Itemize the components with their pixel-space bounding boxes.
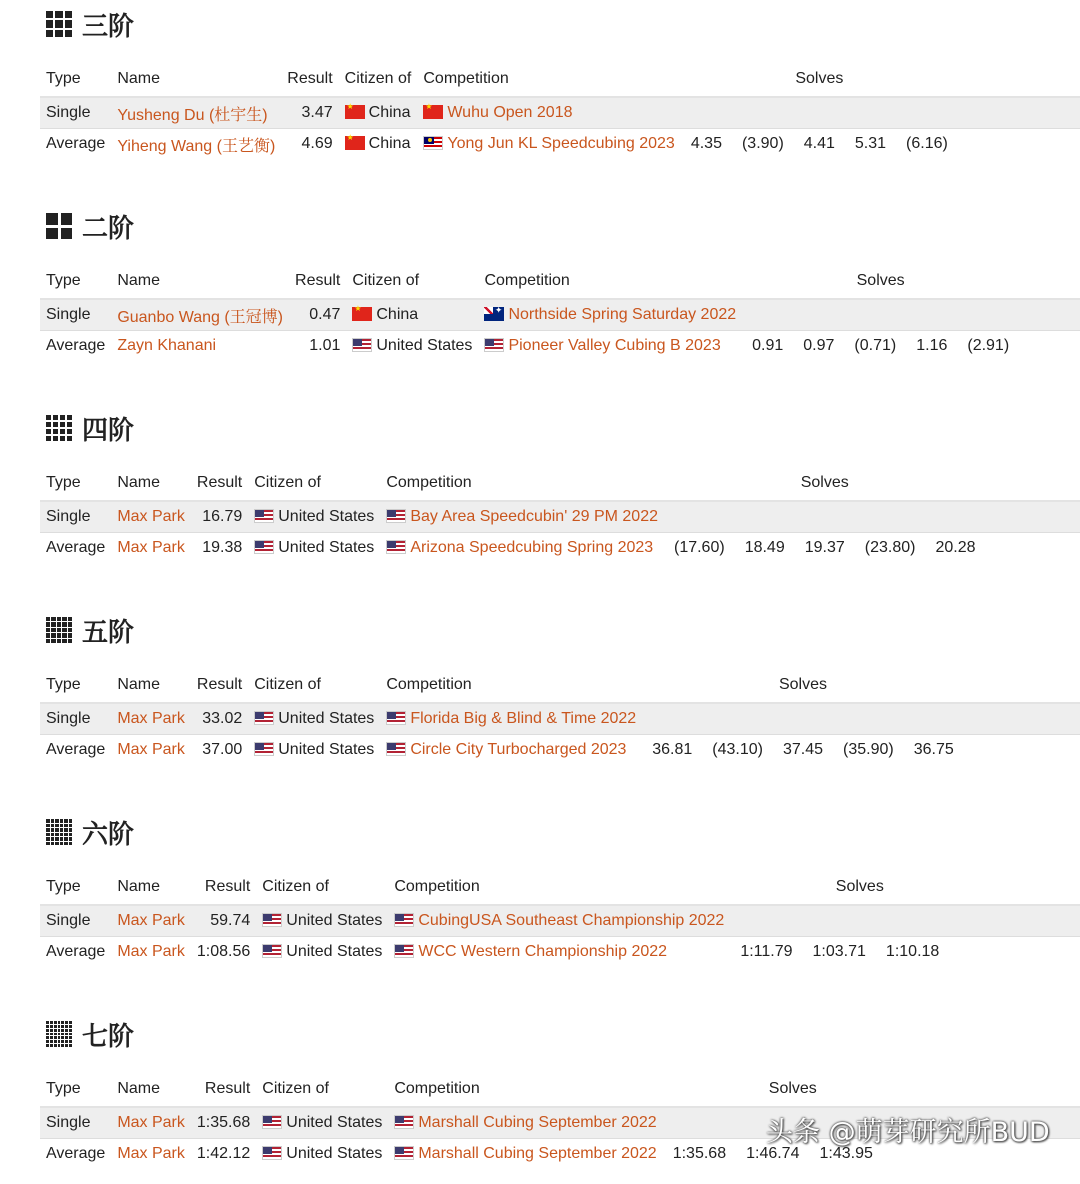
record-section: [0, 610, 1080, 780]
solve-empty: [906, 299, 957, 331]
section-title-text: 七阶: [82, 1021, 135, 1052]
header-spacer: [964, 668, 1080, 703]
solve-empty: [795, 501, 855, 533]
solve-empty: [844, 299, 906, 331]
solve-empty: [773, 703, 833, 735]
country-flag-icon: [254, 509, 274, 523]
record-holder-link[interactable]: Yiheng Wang (王艺衡): [117, 137, 276, 155]
row-spacer: [1019, 331, 1080, 362]
citizen-cell: [256, 905, 388, 937]
column-header-competition: Competition: [484, 272, 570, 289]
citizen-country: United States: [286, 1114, 383, 1131]
column-header-result: Result: [204, 1080, 251, 1097]
solve-empty: [730, 905, 802, 937]
solve-empty: [735, 501, 795, 533]
solve-time: 1:43.95: [819, 1145, 873, 1162]
solve-time: 19.37: [804, 539, 845, 556]
header-spacer: [1019, 264, 1080, 299]
record-type: Average: [46, 337, 106, 354]
table-row-single: [40, 97, 1080, 129]
column-header-solves: Solves: [856, 272, 905, 289]
record-result: 1:42.12: [196, 1145, 251, 1162]
section-title: [46, 1014, 134, 1054]
record-section: [0, 408, 1080, 578]
competition-link[interactable]: Pioneer Valley Cubing B 2023: [508, 337, 721, 354]
table-header-row: [40, 1072, 1080, 1107]
record-section: [0, 812, 1080, 982]
competition-link[interactable]: Yong Jun KL Speedcubing 2023: [447, 135, 675, 152]
country-flag-icon: [352, 338, 372, 352]
citizen-country: China: [368, 104, 411, 121]
competition-flag-icon: [394, 1146, 414, 1160]
record-type: Average: [46, 741, 106, 758]
header-spacer: [989, 870, 1080, 905]
record-holder-cell: [111, 501, 191, 533]
section-title-text: 三阶: [82, 11, 135, 42]
records-table: [40, 62, 1080, 159]
competition-link[interactable]: Arizona Speedcubing Spring 2023: [410, 539, 654, 556]
competition-cell: [417, 97, 680, 129]
solve-time: 37.45: [782, 741, 823, 758]
solve-time: (6.16): [906, 135, 948, 152]
country-flag-icon: [345, 136, 365, 150]
solve-time: 4.35: [690, 135, 722, 152]
row-spacer: [989, 905, 1080, 937]
record-holder-cell: [111, 735, 191, 766]
record-result: 1:35.68: [196, 1114, 251, 1131]
record-type: Single: [46, 1114, 91, 1131]
section-title: [46, 408, 134, 448]
solve-time: (0.71): [854, 337, 897, 354]
section-title: [46, 4, 134, 44]
competition-flag-icon: [484, 307, 504, 321]
column-header-type: Type: [46, 70, 81, 87]
column-header-citizen: Citizen of: [262, 878, 329, 895]
solve-time: (43.10): [712, 741, 763, 758]
country-flag-icon: [254, 540, 274, 554]
column-header-result: Result: [204, 878, 251, 895]
column-header-solves: Solves: [835, 878, 884, 895]
citizen-country: United States: [286, 912, 383, 929]
competition-cell: [388, 937, 730, 968]
country-flag-icon: [352, 307, 372, 321]
column-header-result: Result: [287, 70, 333, 87]
header-spacer: [958, 62, 1080, 97]
column-header-solves: Solves: [800, 474, 849, 491]
citizen-country: United States: [278, 539, 375, 556]
record-holder-cell: [111, 703, 191, 735]
citizen-country: United States: [376, 337, 473, 354]
citizen-cell: [339, 129, 418, 160]
citizen-cell: [248, 735, 380, 766]
citizen-cell: [248, 533, 380, 564]
competition-cell: [380, 703, 642, 735]
record-type: Single: [46, 104, 91, 121]
column-header-competition: Competition: [423, 70, 509, 87]
section-title-text: 六阶: [82, 819, 135, 850]
column-header-competition: Competition: [386, 474, 472, 491]
record-result: 1:08.56: [196, 943, 251, 960]
table-header-row: [40, 870, 1080, 905]
competition-link[interactable]: WCC Western Championship 2022: [418, 943, 668, 960]
citizen-country: United States: [286, 943, 383, 960]
column-header-name: Name: [117, 474, 160, 491]
column-header-name: Name: [117, 878, 160, 895]
solve-time: 1:11.79: [740, 943, 793, 960]
record-holder-link[interactable]: Max Park: [117, 741, 185, 758]
column-header-name: Name: [117, 676, 160, 693]
citizen-country: China: [376, 306, 419, 323]
country-flag-icon: [254, 711, 274, 725]
solve-empty: [664, 501, 735, 533]
table-row-average: [40, 735, 1080, 766]
solve-time: 5.31: [854, 135, 887, 152]
competition-flag-icon: [394, 1115, 414, 1129]
record-result: 33.02: [202, 710, 243, 727]
solve-empty: [732, 97, 794, 129]
record-holder-cell: [111, 299, 289, 331]
record-holder-link[interactable]: Max Park: [117, 943, 185, 960]
solve-time: (17.60): [673, 539, 725, 556]
competition-cell: [380, 501, 664, 533]
citizen-cell: [256, 1139, 388, 1170]
competition-cell: [417, 129, 680, 160]
solve-empty: [833, 703, 904, 735]
column-header-name: Name: [117, 1080, 160, 1097]
table-row-average: [40, 533, 1080, 564]
solve-time: 0.97: [803, 337, 835, 354]
solve-empty: [925, 501, 985, 533]
citizen-country: China: [368, 135, 411, 152]
table-header-row: [40, 264, 1080, 299]
grid-7x7-icon: [46, 1021, 72, 1047]
citizen-country: United States: [278, 741, 375, 758]
table-row-average: [40, 129, 1080, 160]
row-spacer: [1019, 299, 1080, 331]
solve-time: 1:35.68: [672, 1145, 727, 1162]
column-header-type: Type: [46, 878, 81, 895]
row-spacer: [989, 937, 1080, 968]
solve-empty: [969, 937, 989, 968]
row-spacer: [964, 703, 1080, 735]
country-flag-icon: [262, 913, 282, 927]
records-table: [40, 870, 1080, 967]
section-title: [46, 812, 134, 852]
column-header-citizen: Citizen of: [254, 474, 321, 491]
record-holder-link[interactable]: Zayn Khanani: [117, 337, 217, 354]
competition-cell: [478, 299, 742, 331]
row-spacer: [986, 501, 1080, 533]
citizen-cell: [248, 703, 380, 735]
column-header-solves: Solves: [795, 70, 844, 87]
solve-time: 36.75: [913, 741, 954, 758]
record-holder-link[interactable]: Max Park: [117, 1145, 185, 1162]
competition-link[interactable]: Wuhu Open 2018: [447, 104, 573, 121]
column-header-solves: Solves: [778, 676, 827, 693]
records-table: [40, 466, 1080, 563]
solve-empty: [681, 97, 732, 129]
competition-flag-icon: [394, 913, 414, 927]
competition-cell: [388, 1107, 662, 1139]
column-header-competition: Competition: [386, 676, 472, 693]
grid-4x4-icon: [46, 415, 72, 441]
row-spacer: [958, 97, 1080, 129]
solve-time: 18.49: [744, 539, 785, 556]
column-header-result: Result: [196, 474, 243, 491]
column-header-solves: Solves: [768, 1080, 817, 1097]
record-type: Average: [46, 1145, 106, 1162]
solve-empty: [896, 97, 958, 129]
solve-empty: [957, 299, 1019, 331]
solve-empty: [949, 905, 969, 937]
records-table: [40, 264, 1080, 361]
record-holder-cell: [111, 129, 281, 160]
header-spacer: [986, 466, 1080, 501]
grid-6x6-icon: [46, 819, 72, 845]
solve-empty: [969, 905, 989, 937]
table-header-row: [40, 62, 1080, 97]
record-result: 1.01: [309, 337, 341, 354]
competition-cell: [388, 1139, 662, 1170]
record-section: [0, 4, 1080, 174]
record-result: 0.47: [309, 306, 341, 323]
citizen-cell: [256, 937, 388, 968]
solve-empty: [663, 1107, 736, 1139]
solve-empty: [793, 299, 844, 331]
column-header-competition: Competition: [394, 878, 480, 895]
solve-time: 1:10.18: [885, 943, 940, 960]
record-result: 3.47: [301, 104, 333, 121]
competition-flag-icon: [423, 105, 443, 119]
solve-time: 36.81: [652, 741, 693, 758]
column-header-citizen: Citizen of: [254, 676, 321, 693]
competition-flag-icon: [386, 742, 406, 756]
competition-flag-icon: [386, 540, 406, 554]
column-header-citizen: Citizen of: [344, 70, 412, 87]
solve-empty: [876, 905, 949, 937]
header-spacer: [923, 1072, 1080, 1107]
competition-link[interactable]: Marshall Cubing September 2022: [418, 1145, 657, 1162]
section-title: [46, 206, 134, 246]
solve-empty: [794, 97, 845, 129]
record-holder-link[interactable]: Max Park: [117, 1114, 185, 1131]
column-header-type: Type: [46, 676, 81, 693]
solve-time: 4.41: [803, 135, 835, 152]
competition-link[interactable]: Northside Spring Saturday 2022: [508, 306, 737, 323]
citizen-country: United States: [278, 710, 375, 727]
solve-empty: [742, 299, 793, 331]
row-spacer: [958, 129, 1080, 160]
citizen-cell: [346, 331, 478, 362]
table-row-single: [40, 299, 1080, 331]
competition-link[interactable]: Circle City Turbocharged 2023: [410, 741, 627, 758]
record-result: 59.74: [210, 912, 251, 929]
table-row-average: [40, 331, 1080, 362]
grid-3x3-icon: [46, 11, 72, 37]
competition-link[interactable]: Marshall Cubing September 2022: [418, 1114, 657, 1131]
record-result: 19.38: [202, 539, 243, 556]
solve-time: 1.16: [916, 337, 948, 354]
country-flag-icon: [262, 1146, 282, 1160]
record-holder-cell: [111, 97, 281, 129]
section-title-text: 五阶: [82, 617, 135, 648]
grid-5x5-icon: [46, 617, 72, 643]
solve-empty: [855, 501, 926, 533]
solve-time: 0.91: [752, 337, 784, 354]
solve-time: 20.28: [935, 539, 976, 556]
table-header-row: [40, 466, 1080, 501]
table-row-single: [40, 501, 1080, 533]
record-type: Average: [46, 135, 106, 152]
citizen-country: United States: [278, 508, 375, 525]
column-header-competition: Competition: [394, 1080, 480, 1097]
solve-empty: [803, 905, 876, 937]
citizen-cell: [346, 299, 478, 331]
record-type: Single: [46, 508, 91, 525]
column-header-type: Type: [46, 272, 81, 289]
record-holder-link[interactable]: Max Park: [117, 539, 185, 556]
record-holder-link[interactable]: Guanbo Wang (王冠博): [117, 308, 284, 326]
column-header-result: Result: [196, 676, 243, 693]
competition-cell: [478, 331, 742, 362]
solve-empty: [642, 703, 702, 735]
record-result: 4.69: [301, 135, 333, 152]
competition-link[interactable]: CubingUSA Southeast Championship 2022: [418, 912, 725, 929]
competition-flag-icon: [386, 711, 406, 725]
country-flag-icon: [254, 742, 274, 756]
column-header-citizen: Citizen of: [262, 1080, 329, 1097]
solve-time: 1:03.71: [812, 943, 866, 960]
row-spacer: [964, 735, 1080, 766]
column-header-name: Name: [117, 272, 160, 289]
record-result: 16.79: [202, 508, 243, 525]
solve-time: (23.80): [864, 539, 916, 556]
section-title-text: 四阶: [82, 415, 135, 446]
competition-flag-icon: [484, 338, 504, 352]
citizen-cell: [248, 501, 380, 533]
column-header-citizen: Citizen of: [352, 272, 420, 289]
record-section: [0, 206, 1080, 376]
record-holder-cell: [111, 1139, 191, 1170]
row-spacer: [986, 533, 1080, 564]
record-holder-cell: [111, 937, 191, 968]
column-header-type: Type: [46, 474, 81, 491]
solve-empty: [904, 703, 964, 735]
competition-cell: [388, 905, 730, 937]
solve-empty: [702, 703, 773, 735]
section-title-text: 二阶: [82, 213, 135, 244]
section-title: [46, 610, 134, 650]
citizen-country: United States: [286, 1145, 383, 1162]
competition-flag-icon: [386, 509, 406, 523]
citizen-cell: [339, 97, 418, 129]
record-holder-cell: [111, 533, 191, 564]
record-result: 37.00: [202, 741, 243, 758]
record-section: [0, 1014, 1080, 1184]
solve-time: (2.91): [967, 337, 1010, 354]
watermark: 头条 @萌芽研究所BUD: [766, 1117, 1050, 1148]
record-holder-link[interactable]: Yusheng Du (杜宇生): [117, 106, 268, 124]
table-row-single: [40, 703, 1080, 735]
record-type: Average: [46, 943, 106, 960]
country-flag-icon: [262, 944, 282, 958]
competition-link[interactable]: Bay Area Speedcubin' 29 PM 2022: [410, 508, 658, 525]
record-holder-link[interactable]: Max Park: [117, 710, 185, 727]
country-flag-icon: [262, 1115, 282, 1129]
record-holder-cell: [111, 331, 289, 362]
country-flag-icon: [345, 105, 365, 119]
records-table: [40, 668, 1080, 765]
citizen-cell: [256, 1107, 388, 1139]
record-holder-cell: [111, 905, 191, 937]
table-header-row: [40, 668, 1080, 703]
solve-empty: [949, 937, 969, 968]
column-header-type: Type: [46, 1080, 81, 1097]
record-holder-link[interactable]: Max Park: [117, 508, 185, 525]
solve-empty: [845, 97, 896, 129]
record-holder-link[interactable]: Max Park: [117, 912, 185, 929]
competition-flag-icon: [394, 944, 414, 958]
record-type: Single: [46, 306, 91, 323]
solve-time: (35.90): [843, 741, 894, 758]
solve-time: 1:46.74: [746, 1145, 800, 1162]
grid-2x2-icon: [46, 213, 72, 239]
competition-cell: [380, 533, 664, 564]
competition-cell: [380, 735, 642, 766]
record-type: Single: [46, 912, 91, 929]
record-type: Single: [46, 710, 91, 727]
record-holder-cell: [111, 1107, 191, 1139]
record-type: Average: [46, 539, 106, 556]
competition-link[interactable]: Florida Big & Blind & Time 2022: [410, 710, 637, 727]
solve-time: (3.90): [741, 135, 784, 152]
column-header-name: Name: [117, 70, 160, 87]
competition-flag-icon: [423, 136, 443, 150]
column-header-result: Result: [295, 272, 341, 289]
table-row-single: [40, 905, 1080, 937]
table-row-average: [40, 937, 1080, 968]
